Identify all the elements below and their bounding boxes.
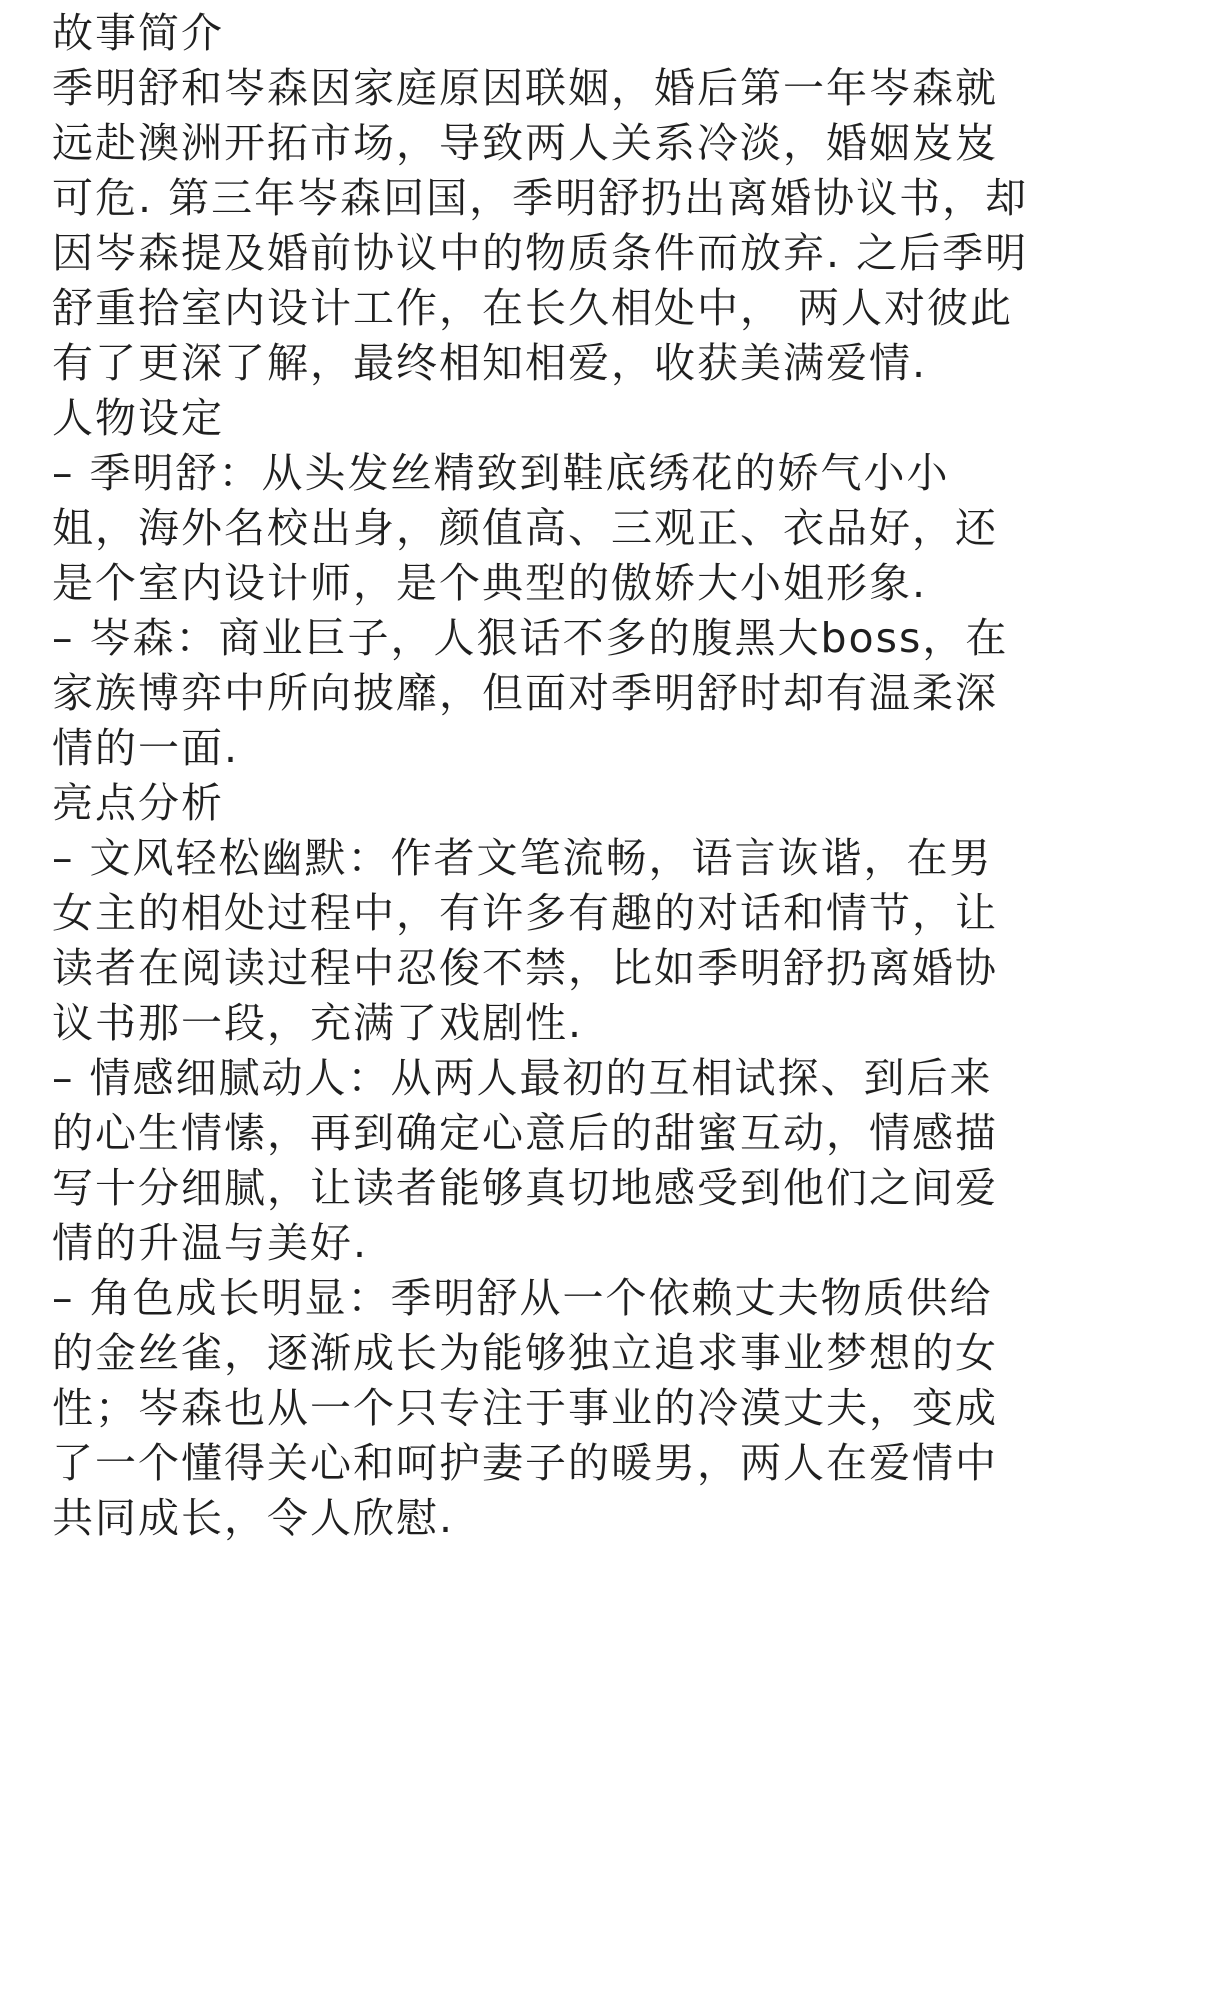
- heading-story-summary: 故事简介: [52, 9, 224, 57]
- text-line: 了一个懂得关心和呵护妻子的暖男，两人在爱情中: [52, 1439, 998, 1487]
- text-line: 共同成长，令人欣慰.: [52, 1494, 455, 1542]
- text-line: 的心生情愫，再到确定心意后的甜蜜互动，情感描: [52, 1109, 998, 1157]
- text-line: – 季明舒：从头发丝精致到鞋底绣花的娇气小小: [52, 449, 950, 497]
- heading-character-setup: 人物设定: [52, 394, 224, 442]
- text-line: – 角色成长明显：季明舒从一个依赖丈夫物质供给: [52, 1274, 993, 1322]
- text-line: 的金丝雀，逐渐成长为能够独立追求事业梦想的女: [52, 1329, 998, 1377]
- text-line: 性；岑森也从一个只专注于事业的冷漠丈夫，变成: [52, 1384, 998, 1432]
- text-line: 是个室内设计师，是个典型的傲娇大小姐形象.: [52, 559, 928, 607]
- text-line: 有了更深了解，最终相知相爱，收获美满爱情.: [52, 339, 928, 387]
- text-line: 议书那一段，充满了戏剧性.: [52, 999, 584, 1047]
- heading-highlights: 亮点分析: [52, 779, 224, 827]
- text-line: 情的升温与美好.: [52, 1219, 369, 1267]
- text-line: 情的一面.: [52, 724, 240, 772]
- text-line: 舒重拾室内设计工作，在长久相处中， 两人对彼此: [52, 284, 1014, 332]
- text-line: 因岑森提及婚前协议中的物质条件而放弃. 之后季明: [52, 229, 1029, 277]
- text-line: – 情感细腻动人：从两人最初的互相试探、到后来: [52, 1054, 993, 1102]
- text-line: 姐，海外名校出身，颜值高、三观正、衣品好，还: [52, 504, 998, 552]
- text-line: 读者在阅读过程中忍俊不禁，比如季明舒扔离婚协: [52, 944, 998, 992]
- text-line: 远赴澳洲开拓市场，导致两人关系冷淡，婚姻岌岌: [52, 119, 998, 167]
- text-line: – 岑森：商业巨子，人狠话不多的腹黑大boss，在: [52, 614, 1009, 662]
- text-line: 季明舒和岑森因家庭原因联姻，婚后第一年岑森就: [52, 64, 998, 112]
- text-line: 可危. 第三年岑森回国，季明舒扔出离婚协议书，却: [52, 174, 1029, 222]
- text-line: 女主的相处过程中，有许多有趣的对话和情节，让: [52, 889, 998, 937]
- text-line: – 文风轻松幽默：作者文笔流畅，语言诙谐，在男: [52, 834, 993, 882]
- text-line: 家族博弈中所向披靡，但面对季明舒时却有温柔深: [52, 669, 998, 717]
- text-line: 写十分细腻，让读者能够真切地感受到他们之间爱: [52, 1164, 998, 1212]
